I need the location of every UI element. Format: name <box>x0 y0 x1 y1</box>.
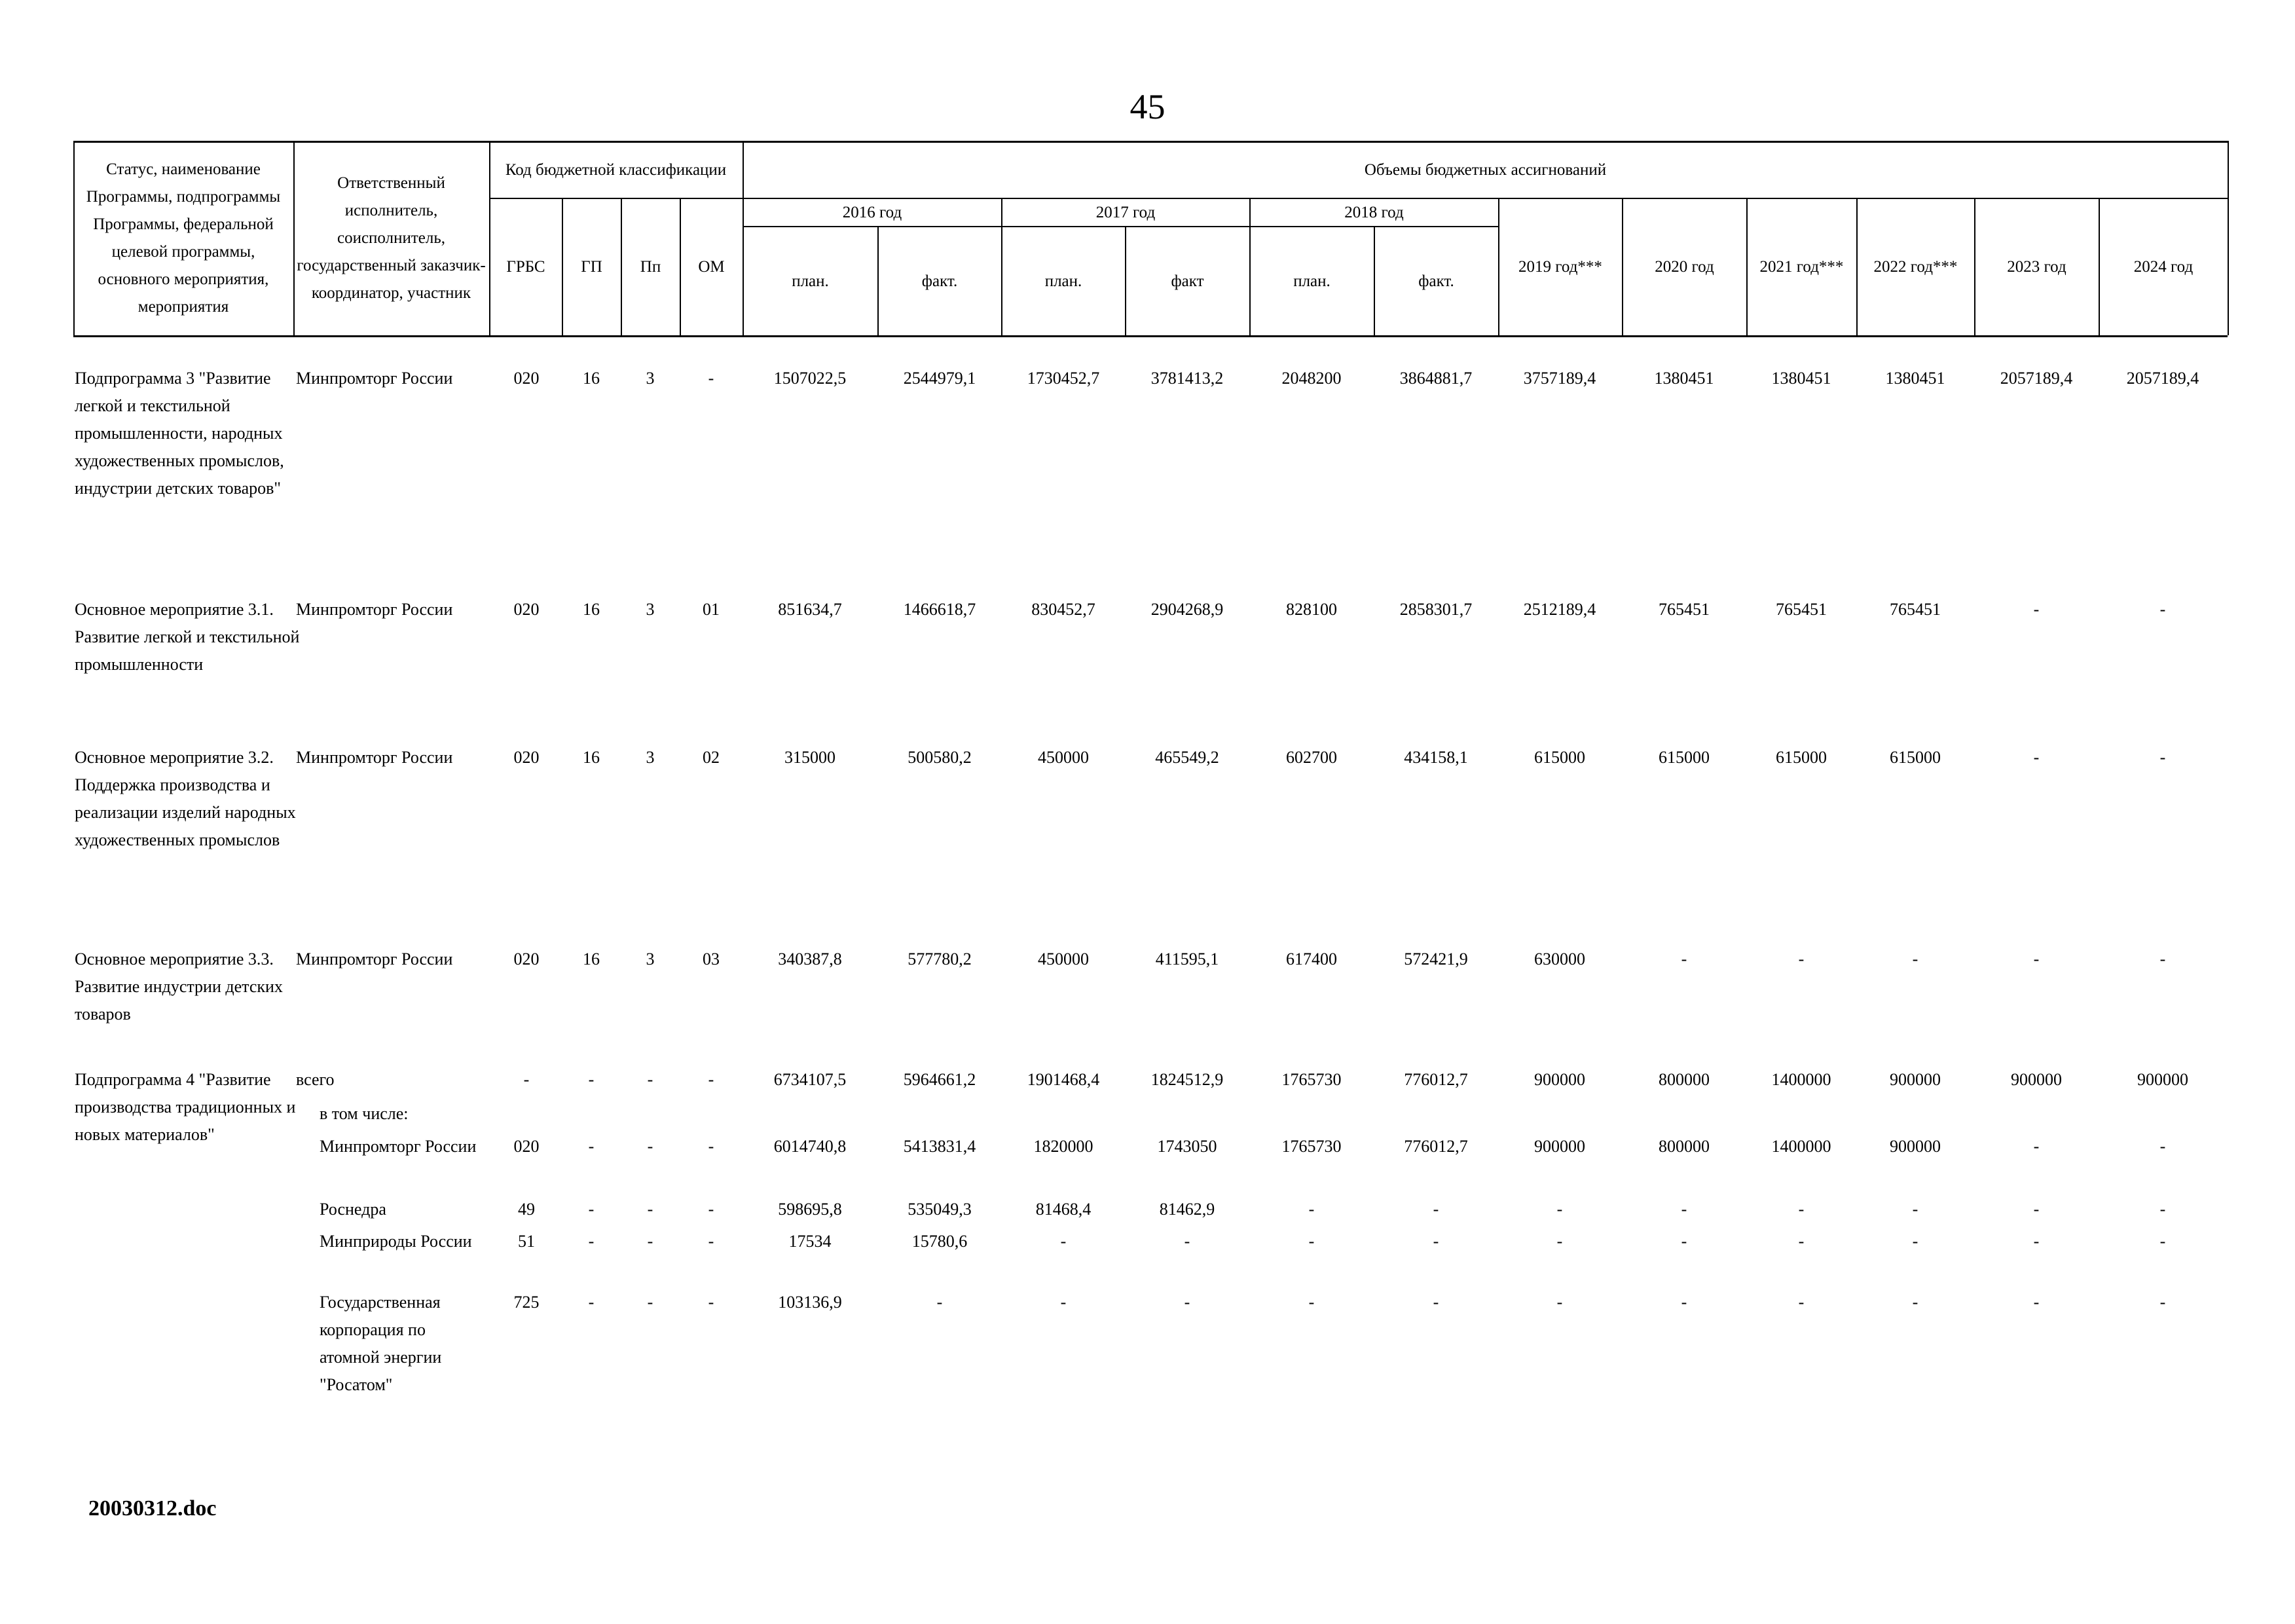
cell-pp: - <box>647 1137 653 1156</box>
cell-pp: 3 <box>646 748 655 767</box>
cell-fact-2016: 535049,3 <box>908 1200 972 1219</box>
row-responsible: Минпромторг России <box>296 748 453 767</box>
cell-fact-2018: - <box>1433 1293 1439 1312</box>
cell-y2020: - <box>1681 1200 1687 1219</box>
header-year-2018: 2018 год <box>1344 203 1404 221</box>
cell-y2020: 615000 <box>1659 748 1710 767</box>
cell-y2019: 2512189,4 <box>1523 600 1596 619</box>
row-responsible: Минпромторг России <box>296 600 453 619</box>
cell-y2022: 615000 <box>1890 748 1941 767</box>
row-name: Основное мероприятие 3.2. Поддержка производства и реализации изделий народных художественных промыслов <box>75 748 296 849</box>
cell-y2020: 1380451 <box>1654 369 1714 388</box>
row-name: Основное мероприятие 3.1. Развитие легкой и текстильной промышленности <box>75 600 300 674</box>
cell-plan-2018: 1765730 <box>1281 1137 1342 1156</box>
page-number: 45 <box>1129 87 1166 126</box>
cell-plan-2016: 340387,8 <box>778 950 842 969</box>
cell-y2022: - <box>1912 1293 1919 1312</box>
header-fact-2016: факт. <box>921 272 958 290</box>
cell-grbs: 020 <box>513 950 540 969</box>
footer-filename: 20030312.doc <box>88 1496 217 1521</box>
cell-plan-2017: 1901468,4 <box>1027 1070 1100 1089</box>
cell-y2023: - <box>2033 1200 2040 1219</box>
cell-y2019: - <box>1556 1293 1563 1312</box>
header-year-2023: 2023 год <box>2007 258 2066 276</box>
cell-y2021: 1400000 <box>1771 1137 1831 1156</box>
cell-gp: - <box>588 1200 595 1219</box>
cell-y2022: - <box>1912 1232 1919 1251</box>
cell-fact-2017: 1743050 <box>1157 1137 1217 1156</box>
cell-pp: - <box>647 1293 653 1312</box>
cell-grbs: 49 <box>518 1200 535 1219</box>
cell-fact-2016: 577780,2 <box>908 950 972 969</box>
cell-plan-2017: - <box>1060 1293 1067 1312</box>
cell-fact-2018: 3864881,7 <box>1399 369 1473 388</box>
cell-plan-2018: - <box>1308 1232 1315 1251</box>
cell-fact-2016: 500580,2 <box>908 748 972 767</box>
cell-plan-2016: 1507022,5 <box>773 369 847 388</box>
cell-y2023: - <box>2033 1137 2040 1156</box>
cell-fact-2017: 81462,9 <box>1159 1200 1215 1219</box>
cell-pp: - <box>647 1232 653 1251</box>
cell-plan-2018: - <box>1308 1200 1315 1219</box>
header-year-2022: 2022 год*** <box>1873 258 1958 276</box>
cell-y2021: - <box>1798 1232 1805 1251</box>
cell-plan-2018: - <box>1308 1293 1315 1312</box>
cell-fact-2016: 1466618,7 <box>903 600 976 619</box>
cell-plan-2018: 828100 <box>1286 600 1337 619</box>
header-year-2021: 2021 год*** <box>1759 258 1844 276</box>
cell-om: 02 <box>703 748 720 767</box>
cell-gp: - <box>588 1137 595 1156</box>
cell-gp: - <box>588 1070 595 1089</box>
cell-fact-2016: 2544979,1 <box>903 369 976 388</box>
header-pp: Пп <box>640 258 661 276</box>
cell-pp: - <box>647 1070 653 1089</box>
cell-y2023: 2057189,4 <box>2000 369 2073 388</box>
cell-fact-2018: - <box>1433 1232 1439 1251</box>
cell-plan-2018: 617400 <box>1286 950 1337 969</box>
cell-plan-2016: 17534 <box>788 1232 832 1251</box>
cell-y2022: - <box>1912 1200 1919 1219</box>
row-name: Основное мероприятие 3.3. Развитие индустрии детских товаров <box>75 950 283 1024</box>
cell-y2024: 900000 <box>2137 1070 2188 1089</box>
cell-plan-2016: 6014740,8 <box>773 1137 847 1156</box>
cell-om: - <box>708 1200 714 1219</box>
header-budget-code: Код бюджетной классификации <box>505 161 727 179</box>
cell-gp: 16 <box>583 748 600 767</box>
cell-y2023: - <box>2033 950 2040 969</box>
cell-fact-2018: 572421,9 <box>1404 950 1468 969</box>
cell-fact-2016: 15780,6 <box>911 1232 968 1251</box>
cell-y2024: - <box>2159 1137 2166 1156</box>
cell-plan-2018: 2048200 <box>1281 369 1342 388</box>
cell-y2023: - <box>2033 1293 2040 1312</box>
cell-plan-2017: 1820000 <box>1033 1137 1093 1156</box>
cell-plan-2016: 6734107,5 <box>773 1070 847 1089</box>
cell-y2021: - <box>1798 1293 1805 1312</box>
cell-om: - <box>708 1293 714 1312</box>
cell-y2024: - <box>2159 600 2166 619</box>
cell-plan-2018: 1765730 <box>1281 1070 1342 1089</box>
cell-om: 03 <box>703 950 720 969</box>
cell-pp: 3 <box>646 600 655 619</box>
cell-fact-2018: 776012,7 <box>1404 1070 1468 1089</box>
cell-y2019: 900000 <box>1534 1137 1585 1156</box>
cell-y2021: 765451 <box>1776 600 1827 619</box>
row-responsible: Минпромторг России <box>320 1137 477 1156</box>
cell-y2020: - <box>1681 1232 1687 1251</box>
cell-om: - <box>708 369 714 388</box>
cell-grbs: 020 <box>513 1137 540 1156</box>
header-om: ОМ <box>698 258 725 276</box>
cell-plan-2017: 81468,4 <box>1035 1200 1092 1219</box>
header-fact-2017: факт <box>1171 272 1204 290</box>
cell-om: 01 <box>703 600 720 619</box>
cell-plan-2017: 1730452,7 <box>1027 369 1100 388</box>
cell-y2022: 765451 <box>1890 600 1941 619</box>
cell-gp: 16 <box>583 600 600 619</box>
cell-gp: - <box>588 1232 595 1251</box>
cell-fact-2017: 465549,2 <box>1155 748 1219 767</box>
cell-fact-2018: 776012,7 <box>1404 1137 1468 1156</box>
header-plan-2017: план. <box>1044 272 1082 290</box>
cell-fact-2017: 2904268,9 <box>1150 600 1224 619</box>
cell-plan-2017: - <box>1060 1232 1067 1251</box>
cell-y2021: 1380451 <box>1771 369 1831 388</box>
cell-grbs: 020 <box>513 748 540 767</box>
row-responsible: Государственная корпорация по атомной энергии "Росатом" <box>320 1293 442 1394</box>
cell-y2021: - <box>1798 1200 1805 1219</box>
cell-fact-2016: 5964661,2 <box>903 1070 976 1089</box>
cell-pp: 3 <box>646 950 655 969</box>
cell-y2021: 1400000 <box>1771 1070 1831 1089</box>
header-plan-2016: план. <box>792 272 829 290</box>
cell-plan-2017: 450000 <box>1038 748 1089 767</box>
cell-pp: 3 <box>646 369 655 388</box>
header-responsible: Ответственный исполнитель, соисполнитель, государственный заказчик-координатор, участник <box>297 174 486 302</box>
cell-y2022: 900000 <box>1890 1070 1941 1089</box>
cell-grbs: 020 <box>513 600 540 619</box>
cell-y2024: - <box>2159 1200 2166 1219</box>
header-grbs: ГРБС <box>506 258 545 276</box>
cell-y2020: 800000 <box>1659 1137 1710 1156</box>
cell-y2020: - <box>1681 1293 1687 1312</box>
cell-plan-2016: 598695,8 <box>778 1200 842 1219</box>
cell-om: - <box>708 1232 714 1251</box>
cell-y2021: 615000 <box>1776 748 1827 767</box>
cell-om: - <box>708 1137 714 1156</box>
cell-fact-2017: 3781413,2 <box>1150 369 1224 388</box>
cell-gp: - <box>588 1293 595 1312</box>
row-name: Подпрограмма 3 "Развитие легкой и текстильной промышленности, народных художественных промыслов, индустрии детских товаров" <box>75 369 284 498</box>
header-volumes: Объемы бюджетных ассигнований <box>1364 161 1607 179</box>
cell-y2020: 800000 <box>1659 1070 1710 1089</box>
cell-grbs: - <box>523 1070 530 1089</box>
cell-fact-2016: 5413831,4 <box>903 1137 976 1156</box>
row-name: Подпрограмма 4 "Развитие производства традиционных и новых материалов" <box>75 1070 296 1144</box>
cell-y2020: - <box>1681 950 1687 969</box>
row-responsible: Минпромторг России <box>296 950 453 969</box>
cell-pp: - <box>647 1200 653 1219</box>
cell-y2019: 615000 <box>1534 748 1585 767</box>
header-line <box>2228 141 2229 335</box>
cell-fact-2017: - <box>1184 1232 1190 1251</box>
cell-y2019: 630000 <box>1534 950 1585 969</box>
cell-y2019: 900000 <box>1534 1070 1585 1089</box>
cell-fact-2018: 434158,1 <box>1404 748 1468 767</box>
cell-plan-2016: 103136,9 <box>778 1293 842 1312</box>
header-year-2020: 2020 год <box>1655 258 1714 276</box>
row-responsible: Минпромторг России <box>296 369 453 388</box>
cell-fact-2016: - <box>936 1293 943 1312</box>
cell-plan-2017: 830452,7 <box>1031 600 1095 619</box>
cell-fact-2017: 1824512,9 <box>1150 1070 1224 1089</box>
cell-y2024: - <box>2159 748 2166 767</box>
header-year-2024: 2024 год <box>2133 258 2194 276</box>
cell-y2023: - <box>2033 748 2040 767</box>
cell-y2022: - <box>1912 950 1919 969</box>
cell-y2022: 900000 <box>1890 1137 1941 1156</box>
cell-y2022: 1380451 <box>1885 369 1945 388</box>
cell-gp: 16 <box>583 369 600 388</box>
cell-y2023: - <box>2033 1232 2040 1251</box>
cell-y2023: 900000 <box>2011 1070 2062 1089</box>
row-responsible: всего <box>296 1070 335 1089</box>
cell-fact-2018: 2858301,7 <box>1399 600 1473 619</box>
row-responsible: Роснедра <box>320 1200 386 1219</box>
cell-y2019: 3757189,4 <box>1523 369 1596 388</box>
cell-plan-2018: 602700 <box>1286 748 1337 767</box>
cell-y2024: - <box>2159 1232 2166 1251</box>
cell-y2019: - <box>1556 1200 1563 1219</box>
row-responsible: Минприроды России <box>320 1232 472 1251</box>
cell-y2019: - <box>1556 1232 1563 1251</box>
cell-grbs: 725 <box>513 1293 540 1312</box>
header-gp: ГП <box>581 258 602 276</box>
cell-y2024: 2057189,4 <box>2126 369 2199 388</box>
cell-grbs: 020 <box>513 369 540 388</box>
header-year-2016: 2016 год <box>842 203 902 221</box>
cell-y2023: - <box>2033 600 2040 619</box>
cell-fact-2018: - <box>1433 1200 1439 1219</box>
header-year-2019: 2019 год*** <box>1518 258 1602 276</box>
cell-grbs: 51 <box>518 1232 535 1251</box>
cell-fact-2017: - <box>1184 1293 1190 1312</box>
header-fact-2018: факт. <box>1418 272 1454 290</box>
header-status: Статус, наименование Программы, подпрограммы Программы, федеральной целевой программы, основного мероприятия, мероприятия <box>86 160 281 316</box>
cell-plan-2017: 450000 <box>1038 950 1089 969</box>
header-plan-2018: план. <box>1293 272 1331 290</box>
cell-y2024: - <box>2159 950 2166 969</box>
cell-fact-2017: 411595,1 <box>1155 950 1219 969</box>
row-responsible: в том числе: <box>320 1104 409 1123</box>
table-header-bottom-rule <box>73 335 2228 337</box>
cell-y2020: 765451 <box>1659 600 1710 619</box>
cell-y2021: - <box>1798 950 1805 969</box>
cell-plan-2016: 315000 <box>784 748 835 767</box>
cell-plan-2016: 851634,7 <box>778 600 842 619</box>
header-year-2017: 2017 год <box>1095 203 1156 221</box>
cell-om: - <box>708 1070 714 1089</box>
cell-y2024: - <box>2159 1293 2166 1312</box>
cell-gp: 16 <box>583 950 600 969</box>
